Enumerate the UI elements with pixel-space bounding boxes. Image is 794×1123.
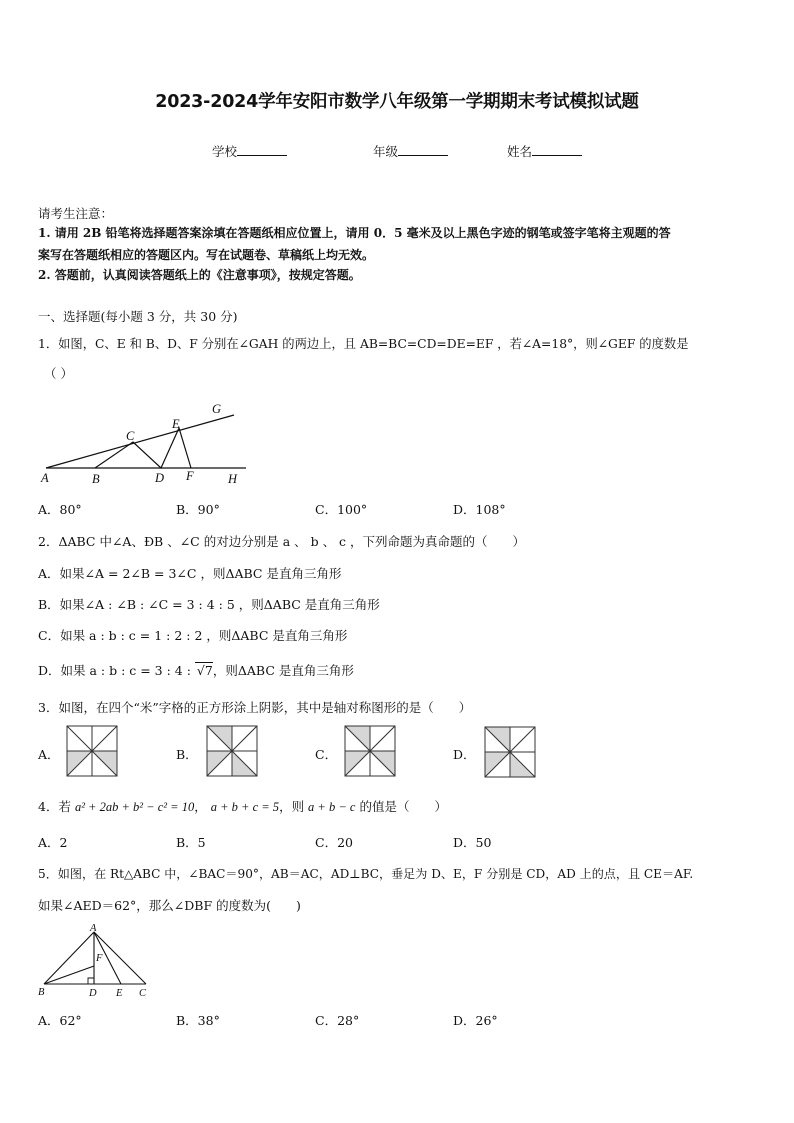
label-h: H	[228, 472, 238, 486]
q3-label-d: D．	[453, 747, 476, 762]
q5-stem-line1: 5．如图，在 Rt△ABC 中，∠BAC＝90°，AB＝AC，AD⊥BC，垂足为 D、E，F 分别是 CD，AD 上的点，且 CE＝AF.	[38, 867, 694, 881]
q5-option-b: B．38°	[176, 1013, 220, 1028]
right-angle-mark	[88, 978, 94, 984]
section-heading: 一、选择题(每小题 3 分，共 30 分)	[38, 309, 238, 324]
grade-label: 年级	[373, 144, 399, 159]
notice-item1-line2: 案写在答题纸相应的答题区内。写在试题卷、草稿纸上均无效。	[38, 248, 375, 262]
q2-stem: 2．ΔABC 中∠A、ÐB 、∠C 的对边分别是 a 、 b 、 c ，下列命题为真命题的（ ）	[38, 534, 526, 549]
label-g: G	[212, 402, 222, 416]
q4-option-b: B．5	[176, 835, 206, 850]
q4-expression: a + b − c	[308, 800, 356, 814]
name-label: 姓名	[507, 144, 533, 159]
q3-figure-c	[344, 725, 396, 777]
label-f: F	[96, 953, 103, 964]
zigzag-segments	[95, 428, 191, 468]
label-e: E	[116, 988, 123, 999]
sqrt-radicand: √7	[196, 663, 213, 678]
q5-option-d: D．26°	[453, 1013, 498, 1028]
q3-figure-b	[206, 725, 258, 777]
label-d: D	[89, 988, 97, 999]
q3-label-c: C．	[315, 747, 338, 762]
q3-label-a: A．	[38, 747, 60, 762]
page-title: 2023-2024学年安阳市数学八年级第一学期期末考试模拟试题	[155, 92, 639, 112]
sqrt-value: 7	[204, 663, 213, 678]
label-b: B	[92, 472, 100, 486]
q3-figure-a	[66, 725, 118, 777]
q4-option-a: A．2	[38, 835, 68, 850]
q1-option-c: C．100°	[315, 502, 368, 517]
q5-stem-line2: 如果∠AED＝62°，那么∠DBF 的度数为( )	[38, 898, 301, 913]
q4-stem-part-c: ，则	[279, 799, 309, 814]
grade-field	[373, 142, 448, 160]
q4-stem	[38, 797, 447, 815]
q1-stem-line1: 1．如图，C、E 和 B、D、F 分别在∠GAH 的两边上，且 AB=BC=CD=DE=EF ，若∠A=18°，则∠GEF 的度数是	[38, 337, 689, 351]
notice-item1-line1: 1. 请用 2B 铅笔将选择题答案涂填在答题纸相应位置上，请用 0．5 毫米及以上黑色字迹的钢笔或签字笔将主观题的答	[38, 226, 671, 240]
q3-label-b: B．	[176, 747, 198, 762]
segment-bf	[44, 966, 94, 984]
q4-option-d: D．50	[453, 835, 492, 850]
q1-option-d: D．108°	[453, 502, 506, 517]
q3-stem: 3．如图，在四个“米”字格的正方形涂上阴影，其中是轴对称图形的是（ ）	[38, 700, 472, 715]
q1-option-b: B．90°	[176, 502, 220, 517]
q4-stem-part-d: 的值是（ ）	[355, 799, 447, 814]
q4-option-c: C．20	[315, 835, 353, 850]
q1-stem-line2: （ ）	[44, 366, 73, 381]
q5-option-c: C．28°	[315, 1013, 360, 1028]
notice-item2: 2. 答题前，认真阅读答题纸上的《注意事项》，按规定答题。	[38, 268, 361, 282]
q2-option-a: A．如果∠A = 2∠B = 3∠C ，则ΔABC 是直角三角形	[38, 566, 342, 581]
side-ab	[44, 932, 94, 984]
q2-option-d-prefix: D．如果 a : b : c = 3 : 4 :	[38, 663, 195, 678]
school-label: 学校	[212, 144, 238, 159]
q1-figure	[36, 398, 251, 490]
q2-option-c: C．如果 a : b : c = 1 : 2 : 2 ，则ΔABC 是直角三角形	[38, 628, 348, 643]
label-e: E	[172, 417, 180, 431]
label-c: C	[139, 988, 147, 999]
q2-option-d-suffix: ，则ΔABC 是直角三角形	[212, 663, 354, 678]
q4-equation-2: a + b + c = 5	[210, 800, 280, 814]
q4-equation-1: a² + 2ab + b² − c² = 10	[74, 800, 195, 814]
label-c: C	[126, 429, 135, 443]
label-d: D	[155, 471, 165, 485]
q3-figure-d	[484, 726, 536, 778]
q2-option-d	[38, 661, 354, 679]
q2-option-b: B．如果∠A : ∠B : ∠C = 3 : 4 : 5 ，则ΔABC 是直角三角形	[38, 597, 380, 612]
label-b: B	[38, 987, 45, 998]
q5-option-a: A．62°	[38, 1013, 82, 1028]
grade-blank	[398, 143, 448, 156]
q1-option-a: A．80°	[38, 502, 82, 517]
notice-heading: 请考生注意：	[38, 206, 114, 221]
name-blank	[532, 143, 582, 156]
school-blank	[237, 143, 287, 156]
name-field	[507, 142, 582, 160]
school-field	[212, 142, 287, 160]
label-a: A	[90, 923, 97, 934]
ray-ag	[46, 415, 234, 468]
q4-stem-part-a: 4．若	[38, 799, 75, 814]
q4-stem-part-b: ，	[194, 799, 211, 814]
q5-figure	[36, 922, 156, 1002]
label-a: A	[41, 471, 49, 485]
label-f: F	[186, 469, 194, 483]
